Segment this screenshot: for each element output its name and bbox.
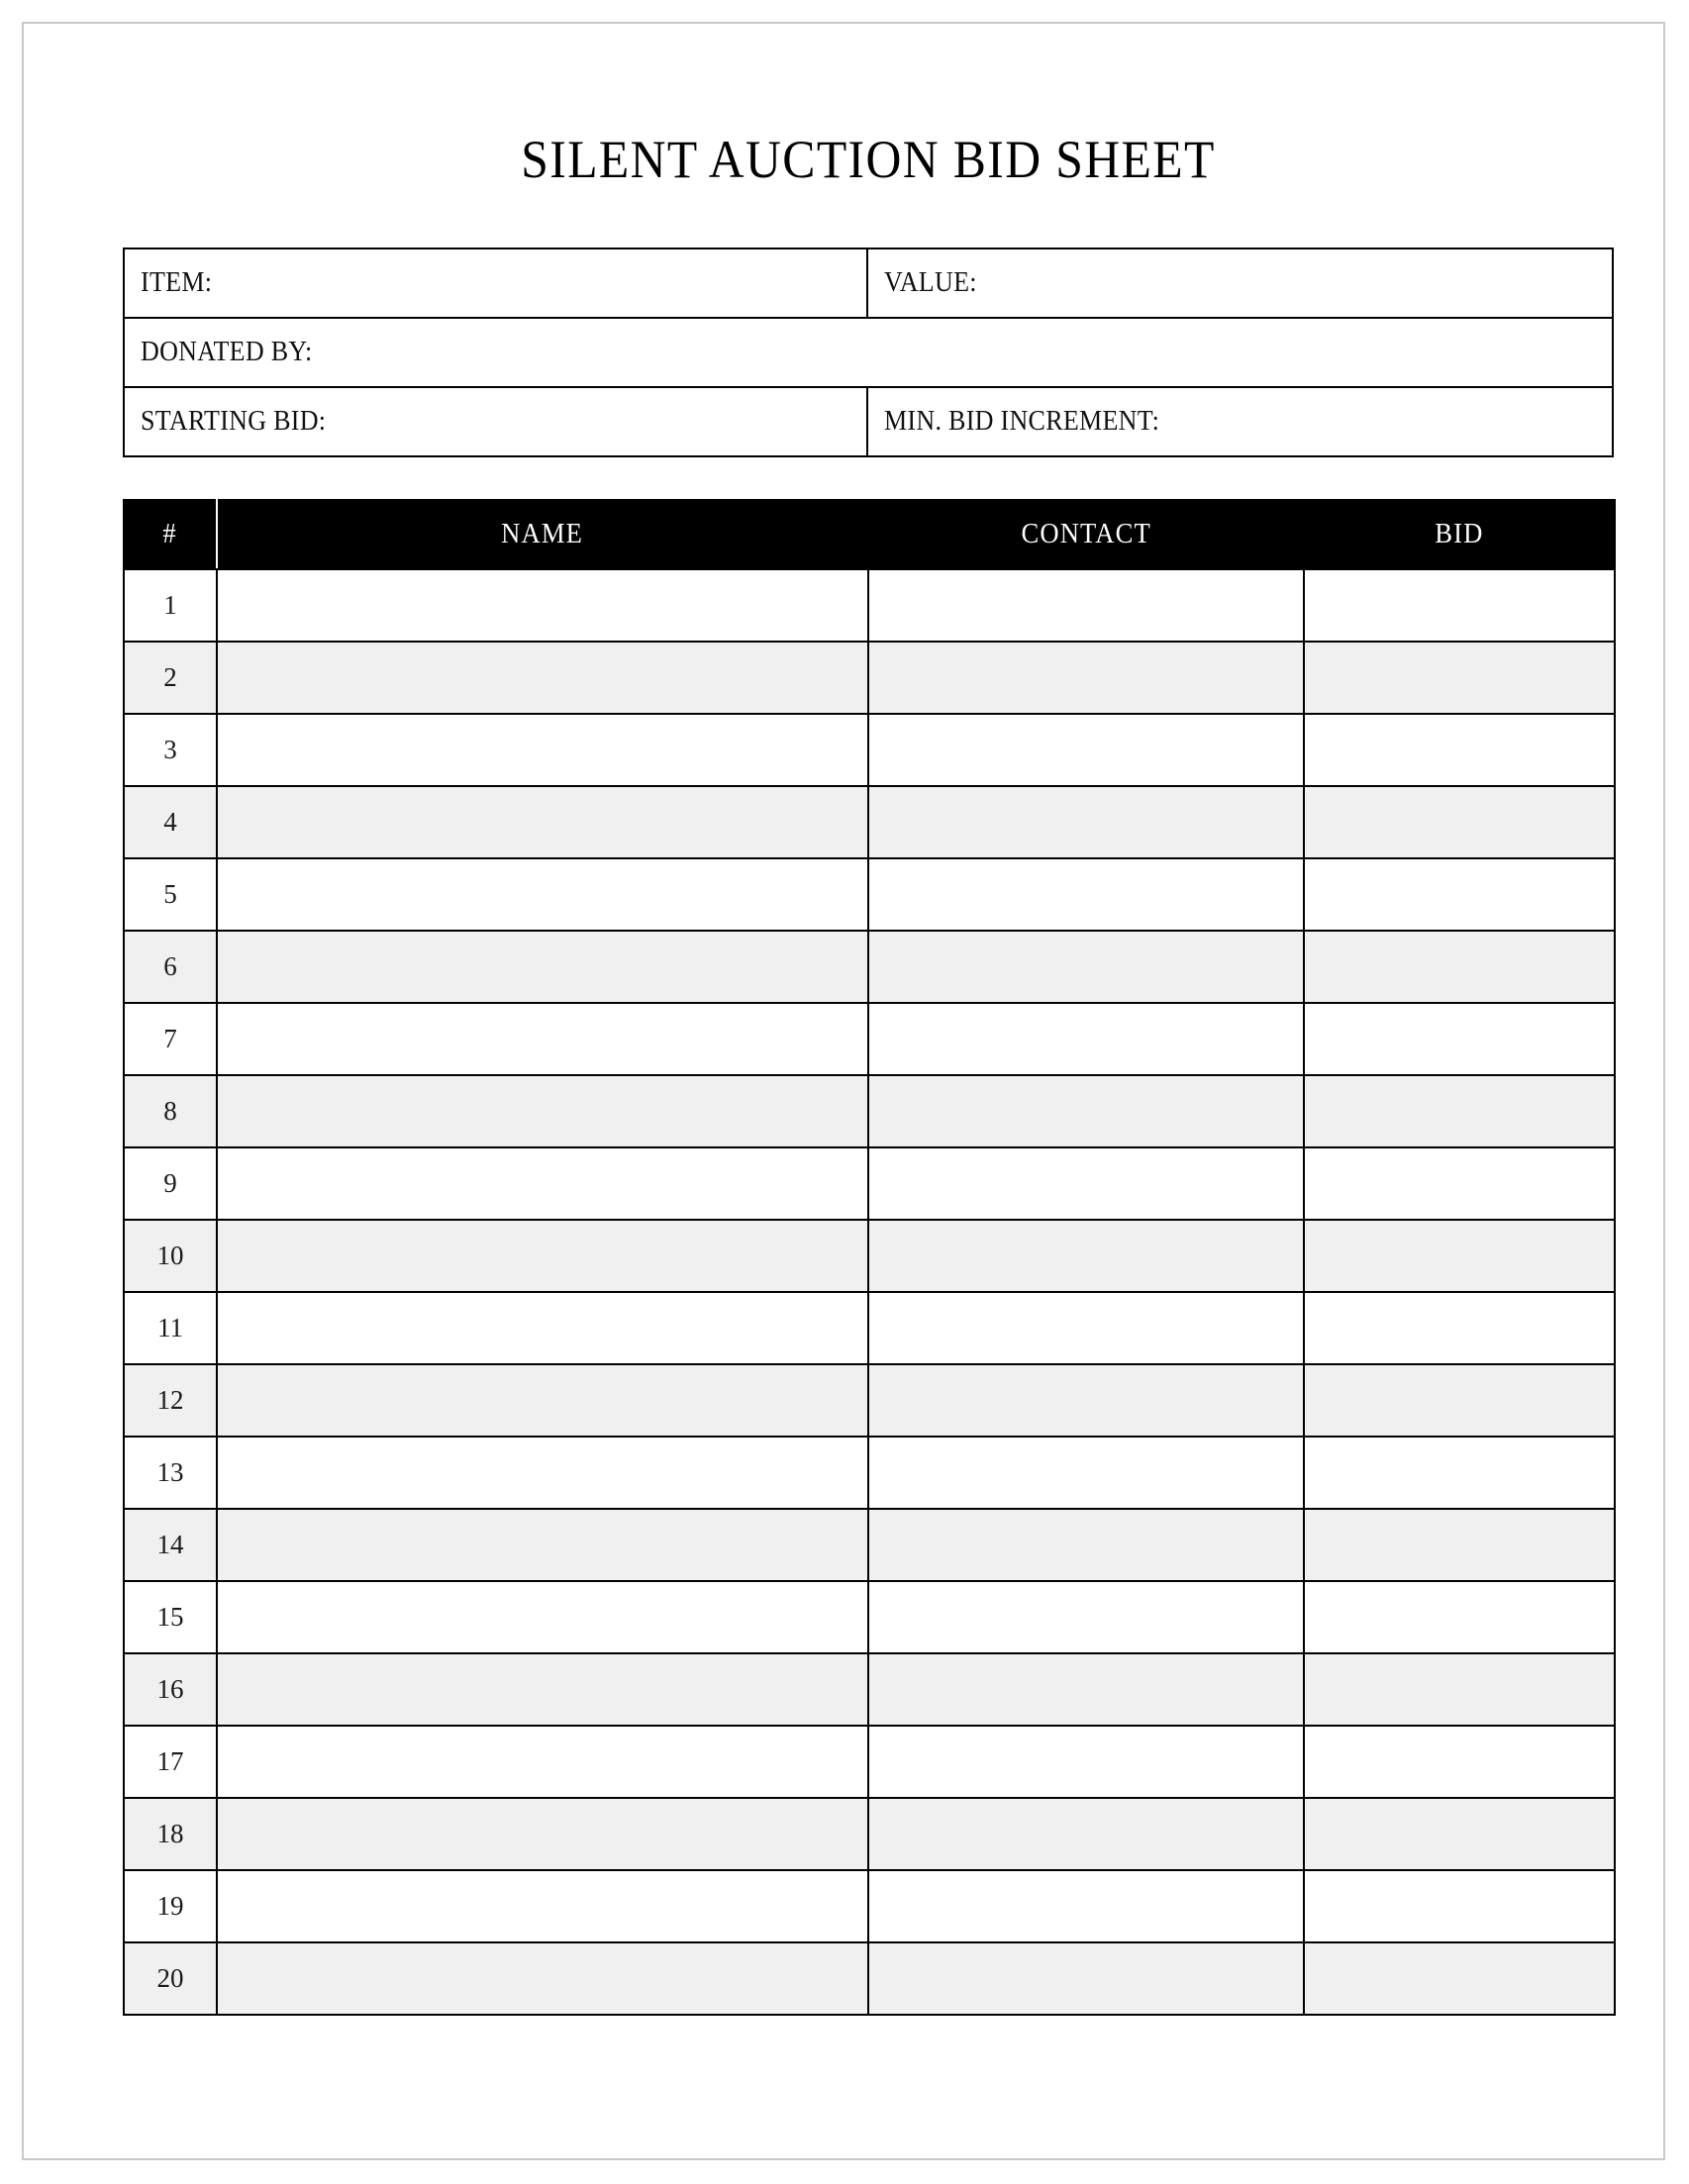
row-number-cell: 11 — [124, 1292, 217, 1364]
item-field[interactable] — [125, 249, 868, 317]
row-number-cell: 8 — [124, 1075, 217, 1147]
bid-amount-cell[interactable] — [1304, 858, 1615, 931]
bid-amount-cell[interactable] — [1304, 642, 1615, 714]
table-row — [124, 1292, 1615, 1364]
item-info-box — [123, 248, 1614, 457]
column-header-bid-label: BID — [1435, 519, 1484, 549]
bidder-contact-cell[interactable] — [868, 1870, 1304, 1942]
bidder-name-cell[interactable] — [217, 1581, 868, 1653]
bidder-contact-cell[interactable] — [868, 1003, 1304, 1075]
bidder-contact-cell[interactable] — [868, 714, 1304, 786]
bidder-name-cell[interactable] — [217, 1147, 868, 1220]
bidder-name-cell[interactable] — [217, 1509, 868, 1581]
bid-amount-cell[interactable] — [1304, 1220, 1615, 1292]
table-row — [124, 1364, 1615, 1437]
table-row — [124, 1220, 1615, 1292]
info-row-item-value — [125, 249, 1612, 319]
table-row — [124, 858, 1615, 931]
column-header-number-label: # — [162, 519, 178, 549]
bidder-contact-cell[interactable] — [868, 1942, 1304, 2015]
table-row — [124, 1942, 1615, 2015]
bidder-name-cell[interactable] — [217, 1726, 868, 1798]
bid-sheet — [123, 83, 1614, 2016]
value-label: VALUE: — [884, 267, 977, 298]
column-header-name-label: NAME — [501, 519, 584, 549]
bidder-contact-cell[interactable] — [868, 569, 1304, 642]
table-row — [124, 569, 1615, 642]
bidder-contact-cell[interactable] — [868, 786, 1304, 858]
table-row — [124, 1726, 1615, 1798]
table-row — [124, 1437, 1615, 1509]
table-row — [124, 1075, 1615, 1147]
column-header-contact — [868, 500, 1304, 569]
bidder-contact-cell[interactable] — [868, 1653, 1304, 1726]
row-number-cell: 3 — [124, 714, 217, 786]
bidder-name-cell[interactable] — [217, 1292, 868, 1364]
table-row — [124, 1798, 1615, 1870]
bid-amount-cell[interactable] — [1304, 1437, 1615, 1509]
bidder-name-cell[interactable] — [217, 1798, 868, 1870]
column-header-number — [124, 500, 217, 569]
table-row — [124, 786, 1615, 858]
bidder-name-cell[interactable] — [217, 1003, 868, 1075]
bid-amount-cell[interactable] — [1304, 1653, 1615, 1726]
bidder-contact-cell[interactable] — [868, 858, 1304, 931]
bid-amount-cell[interactable] — [1304, 1003, 1615, 1075]
row-number-cell: 13 — [124, 1437, 217, 1509]
bidder-name-cell[interactable] — [217, 1075, 868, 1147]
table-row — [124, 1147, 1615, 1220]
bid-amount-cell[interactable] — [1304, 1509, 1615, 1581]
bidder-name-cell[interactable] — [217, 1437, 868, 1509]
bidder-name-cell[interactable] — [217, 569, 868, 642]
row-number-cell: 7 — [124, 1003, 217, 1075]
bid-amount-cell[interactable] — [1304, 786, 1615, 858]
bidder-name-cell[interactable] — [217, 786, 868, 858]
table-row — [124, 931, 1615, 1003]
bidder-contact-cell[interactable] — [868, 1147, 1304, 1220]
table-row — [124, 1653, 1615, 1726]
bid-table-header-row — [124, 500, 1615, 569]
bidder-contact-cell[interactable] — [868, 1581, 1304, 1653]
table-row — [124, 1581, 1615, 1653]
row-number-cell: 15 — [124, 1581, 217, 1653]
starting-bid-label: STARTING BID: — [141, 406, 327, 437]
bid-amount-cell[interactable] — [1304, 1581, 1615, 1653]
item-label: ITEM: — [141, 267, 213, 298]
column-header-contact-label: CONTACT — [1021, 519, 1151, 549]
bidder-contact-cell[interactable] — [868, 1437, 1304, 1509]
bidder-contact-cell[interactable] — [868, 642, 1304, 714]
bidder-name-cell[interactable] — [217, 1364, 868, 1437]
bidder-name-cell[interactable] — [217, 1220, 868, 1292]
row-number-cell: 14 — [124, 1509, 217, 1581]
table-row — [124, 1003, 1615, 1075]
row-number-cell: 9 — [124, 1147, 217, 1220]
page-frame — [22, 22, 1665, 2160]
bid-amount-cell[interactable] — [1304, 1364, 1615, 1437]
bidder-contact-cell[interactable] — [868, 1798, 1304, 1870]
bidder-name-cell[interactable] — [217, 1942, 868, 2015]
table-row — [124, 714, 1615, 786]
bidder-name-cell[interactable] — [217, 1653, 868, 1726]
bid-amount-cell[interactable] — [1304, 714, 1615, 786]
row-number-cell: 18 — [124, 1798, 217, 1870]
bidder-contact-cell[interactable] — [868, 1726, 1304, 1798]
row-number-cell: 12 — [124, 1364, 217, 1437]
bid-amount-cell[interactable] — [1304, 1292, 1615, 1364]
bidder-contact-cell[interactable] — [868, 1075, 1304, 1147]
bid-amount-cell[interactable] — [1304, 1147, 1615, 1220]
bidder-name-cell[interactable] — [217, 714, 868, 786]
starting-bid-field[interactable] — [125, 388, 868, 455]
column-header-bid — [1304, 500, 1615, 569]
value-field[interactable] — [868, 249, 1612, 317]
donated-by-label: DONATED BY: — [141, 337, 313, 367]
donated-by-field[interactable] — [125, 319, 1612, 386]
bidder-contact-cell[interactable] — [868, 1220, 1304, 1292]
bidder-name-cell[interactable] — [217, 642, 868, 714]
bid-table-header — [124, 500, 1615, 569]
info-row-starting-bid — [125, 388, 1612, 455]
bidder-contact-cell[interactable] — [868, 1364, 1304, 1437]
bid-amount-cell[interactable] — [1304, 569, 1615, 642]
row-number-cell: 6 — [124, 931, 217, 1003]
bid-amount-cell[interactable] — [1304, 931, 1615, 1003]
row-number-cell: 1 — [124, 569, 217, 642]
min-bid-increment-label: MIN. BID INCREMENT: — [884, 406, 1160, 437]
info-row-donated-by — [125, 319, 1612, 388]
bidder-name-cell[interactable] — [217, 1870, 868, 1942]
bidder-contact-cell[interactable] — [868, 1292, 1304, 1364]
table-row — [124, 1870, 1615, 1942]
bidder-contact-cell[interactable] — [868, 1509, 1304, 1581]
bid-amount-cell[interactable] — [1304, 1942, 1615, 2015]
min-bid-increment-field[interactable] — [868, 388, 1612, 455]
page-title: SILENT AUCTION BID SHEET — [521, 130, 1216, 189]
column-header-name — [217, 500, 868, 569]
bid-amount-cell[interactable] — [1304, 1726, 1615, 1798]
bid-amount-cell[interactable] — [1304, 1870, 1615, 1942]
row-number-cell: 10 — [124, 1220, 217, 1292]
row-number-cell: 17 — [124, 1726, 217, 1798]
bid-amount-cell[interactable] — [1304, 1798, 1615, 1870]
row-number-cell: 2 — [124, 642, 217, 714]
row-number-cell: 20 — [124, 1942, 217, 2015]
bid-table — [123, 499, 1616, 2016]
row-number-cell: 16 — [124, 1653, 217, 1726]
bidder-name-cell[interactable] — [217, 931, 868, 1003]
bidder-name-cell[interactable] — [217, 858, 868, 931]
bid-table-body — [124, 569, 1615, 2015]
row-number-cell: 19 — [124, 1870, 217, 1942]
row-number-cell: 5 — [124, 858, 217, 931]
bid-amount-cell[interactable] — [1304, 1075, 1615, 1147]
table-row — [124, 1509, 1615, 1581]
table-row — [124, 642, 1615, 714]
bidder-contact-cell[interactable] — [868, 931, 1304, 1003]
row-number-cell: 4 — [124, 786, 217, 858]
